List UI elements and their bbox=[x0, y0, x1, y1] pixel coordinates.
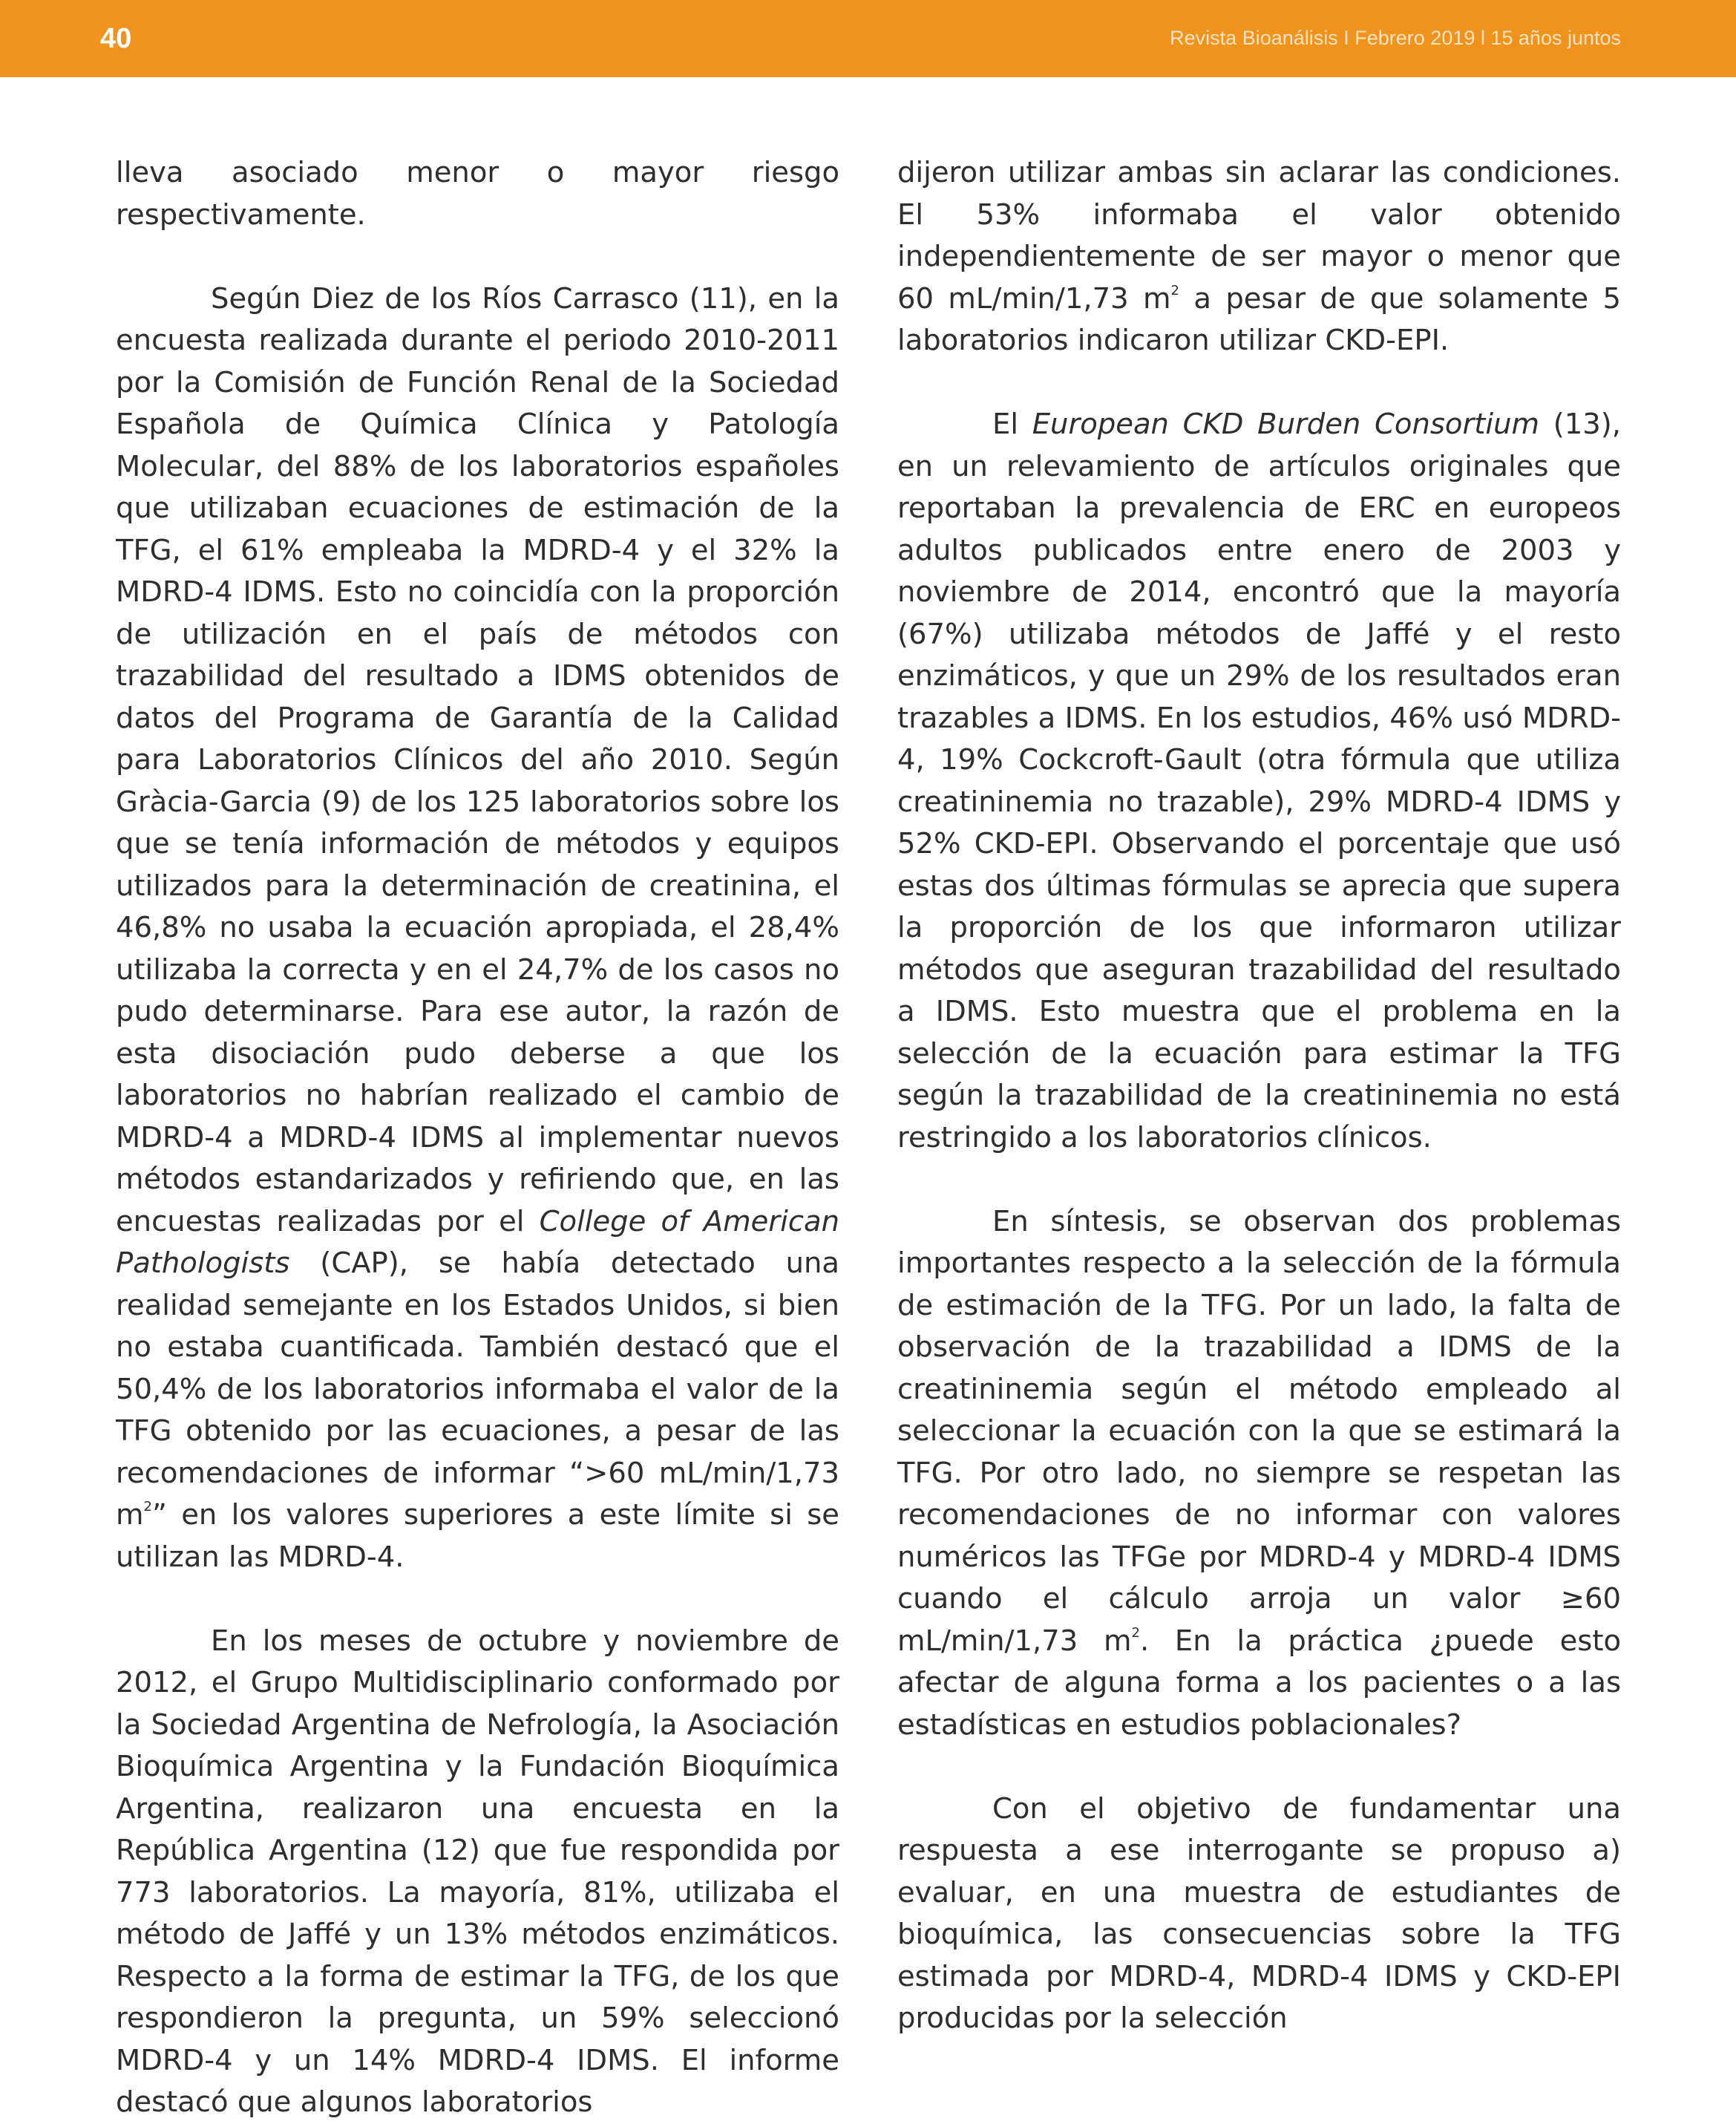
superscript: 2 bbox=[1131, 1624, 1140, 1641]
right-column bbox=[897, 152, 1621, 2040]
paragraph-text: a pesar de que solamente 5 laboratorios indicaron utilizar CKD-EPI. bbox=[897, 281, 1621, 357]
paragraph-text: (13), en un relevamiento de artículos originales que reportaban la prevalencia de ERC en europeos adultos publicados entre enero de 2003 y noviembre de 2014, encontró que la mayoría (67%) utilizaba métodos de Jaffé y el resto enzimáticos, y que un 29% de los resultados eran trazables a IDMS. En los estudios, 46% usó MDRD-4, 19% Cockcroft-Gault (otra fórmula que utiliza creatininemia no trazable), 29% MDRD-4 IDMS y 52% CKD-EPI. Observando el porcentaje que usó estas dos últimas fórmulas se aprecia que supera la proporción de los que informaron utilizar métodos que aseguran trazabilidad del resultado a IDMS. Esto muestra que el problema en la selección de la ecuación para estimar la TFG según la trazabilidad de la creatininemia no está restringido a los laboratorios clínicos. bbox=[897, 408, 1621, 1154]
paragraph-text: ” en los valores superiores a este límite si se utilizan las MDRD-4. bbox=[116, 1498, 839, 1574]
paragraph-text: dijeron utilizar ambas sin aclarar las condiciones. El 53% informaba el valor obtenido independientemente de ser mayor o menor que 60 mL/min/1,73 m bbox=[897, 156, 1621, 316]
italic-term: European CKD Burden Consortium bbox=[1032, 408, 1540, 441]
paragraph-text: . En la práctica ¿puede esto afectar de alguna forma a los pacientes o a las estadísticas en estudios poblacionales? bbox=[897, 1624, 1621, 1742]
superscript: 2 bbox=[143, 1499, 152, 1514]
page-header bbox=[0, 0, 1736, 77]
paragraph-text: En síntesis, se observan dos problemas importantes respecto a la selección de la fórmula de estimación de la TFG. Por un lado, la falta de observación de la trazabilidad a IDMS de la creatininemia según el método empleado al seleccionar la ecuación con la que se estimará la TFG. Por otro lado, no siempre se respetan las recomendaciones de no informar con valores numéricos las TFGe por MDRD-4 y MDRD-4 IDMS cuando el cálculo arroja un valor ≥60 mL/min/1,73 m bbox=[897, 1204, 1621, 1658]
running-head: Revista Bioanálisis I Febrero 2019 l 15 años juntos bbox=[1170, 27, 1621, 49]
paragraph-text: El bbox=[992, 408, 1032, 441]
paragraph: lleva asociado menor o mayor riesgo respectivamente. bbox=[116, 156, 839, 232]
left-column bbox=[116, 152, 839, 2124]
superscript: 2 bbox=[1170, 282, 1179, 298]
paragraph: Con el objetivo de fundamentar una respuesta a ese interrogante se propuso a) evaluar, en una muestra de estudiantes de bioquímica, las consecuencias sobre la TFG estimada por MDRD-4, MDRD-4 IDMS y CKD-EPI producidas por la selección bbox=[897, 1791, 1621, 2035]
paragraph: En los meses de octubre y noviembre de 2012, el Grupo Multidisciplinario conformado por la Sociedad Argentina de Nefrología, la Asociación Bioquímica Argentina y la Fundación Bioquímica Argentina, realizaron una encuesta en la República Argentina (12) que fue respondida por 773 laboratorios. La mayoría, 81%, utilizaba el método de Jaffé y un 13% métodos enzimáticos. Respecto a la forma de estimar la TFG, de los que respondieron la pregunta, un 59% seleccionó MDRD-4 y un 14% MDRD-4 IDMS. El informe destacó que algunos laboratorios bbox=[116, 1624, 839, 2119]
paragraph bbox=[897, 404, 1621, 1159]
page-number: 40 bbox=[100, 23, 132, 54]
paragraph-text: Según Diez de los Ríos Carrasco (11), en la encuesta realizada durante el periodo 2010-2011 por la Comisión de Función Renal de la Sociedad Española de Química Clínica y Patología Molecular, del 88% de los laboratorios españoles que utilizaban ecuaciones de estimación de la TFG, el 61% empleaba la MDRD-4 y el 32% la MDRD-4 IDMS. Esto no coincidía con la proporción de utilización en el país de métodos con trazabilidad del resultado a IDMS obtenidos de datos del Programa de Garantía de la Calidad para Laboratorios Clínicos del año 2010. Según Gràcia-Garcia (9) de los 125 laboratorios sobre los que se tenía información de métodos y equipos utilizados para la determinación de creatinina, el 46,8% no usaba la ecuación apropiada, el 28,4% utilizaba la correcta y en el 24,7% de los casos no pudo determinarse. Para ese autor, la razón de esta disociación pudo deberse a que los laboratorios no habrían realizado el cambio de MDRD-4 a MDRD-4 IDMS al implementar nuevos métodos estandarizados y refiriendo que, en las encuestas realizadas por el bbox=[116, 281, 839, 1238]
paragraph bbox=[897, 1201, 1621, 1747]
italic-term: College of American Pathologists bbox=[116, 1204, 839, 1280]
paragraph bbox=[897, 152, 1621, 362]
paragraph-text: (CAP), se había detectado una realidad semejante en los Estados Unidos, si bien no estaba cuantificada. También destacó que el 50,4% de los laboratorios informaba el valor de la TFG obtenido por las ecuaciones, a pesar de las recomendaciones de informar “>60 mL/min/1,73 m bbox=[116, 1246, 839, 1532]
paragraph bbox=[116, 278, 839, 1579]
